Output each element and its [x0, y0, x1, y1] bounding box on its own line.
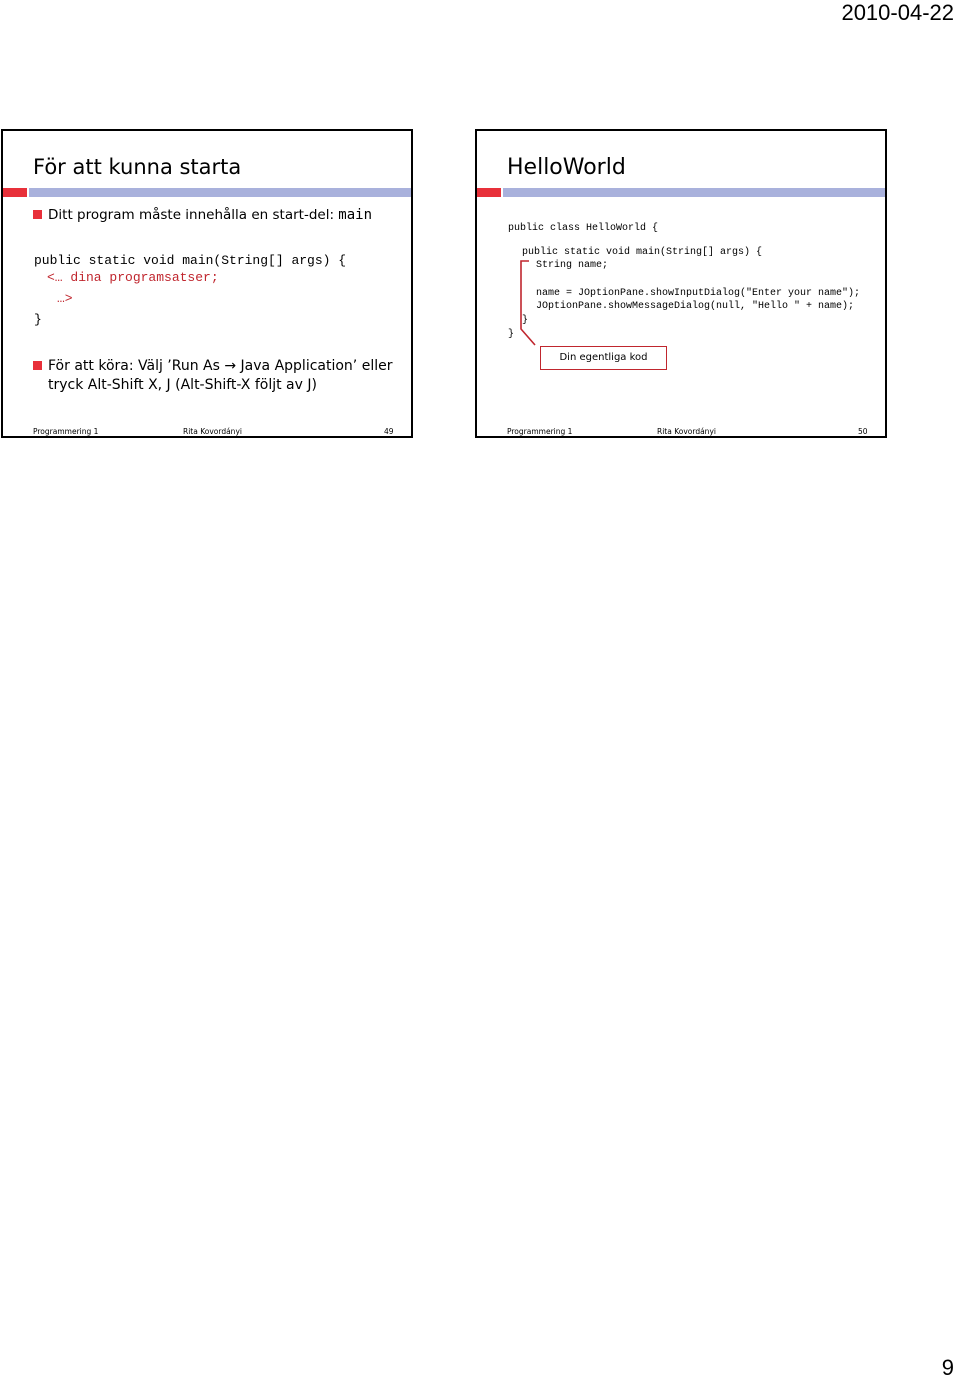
page-number: 9 — [941, 1355, 954, 1380]
code-line: public static void main(String[] args) { — [522, 247, 763, 258]
slide-50 — [475, 129, 887, 438]
code-bracket-icon — [477, 131, 887, 438]
footer-author: Rita Kovordányi — [657, 427, 716, 436]
square-bullet-icon — [33, 210, 42, 219]
page-date: 2010-04-22 — [841, 0, 954, 25]
code-line: public class HelloWorld { — [508, 223, 659, 234]
bullet-start-requirement: Ditt program måste innehålla en start-del: main — [33, 205, 372, 225]
code-line: } — [34, 312, 42, 327]
slide-title: För att kunna starta — [33, 155, 242, 179]
bullet-run-instructions-cont: tryck Alt-Shift X, J (Alt-Shift-X följt av J) — [48, 377, 317, 393]
square-bullet-icon — [33, 361, 42, 370]
slide-49 — [1, 129, 413, 438]
callout-box: Din egentliga kod — [540, 346, 667, 370]
code-line: } — [522, 315, 529, 326]
footer-course: Programmering 1 — [507, 427, 573, 436]
code-line: …> — [57, 291, 73, 306]
slide-title: HelloWorld — [507, 155, 626, 180]
code-line: String name; — [536, 260, 609, 271]
code-line: } — [508, 329, 515, 340]
title-divider-bar — [3, 188, 411, 197]
footer-slide-number: 49 — [384, 427, 394, 436]
footer-slide-number: 50 — [858, 427, 868, 436]
code-line: public static void main(String[] args) { — [34, 253, 347, 268]
code-line: name = JOptionPane.showInputDialog("Enter your name"); — [536, 288, 861, 299]
code-line: <… dina programsatser; — [47, 270, 219, 285]
footer-course: Programmering 1 — [33, 427, 99, 436]
bullet-run-instructions: För att köra: Välj ’Run As → Java Application’ eller — [33, 356, 392, 376]
footer-author: Rita Kovordányi — [183, 427, 242, 436]
inline-code-main: main — [338, 207, 373, 223]
code-line: JOptionPane.showMessageDialog(null, "Hello " + name); — [536, 301, 855, 312]
